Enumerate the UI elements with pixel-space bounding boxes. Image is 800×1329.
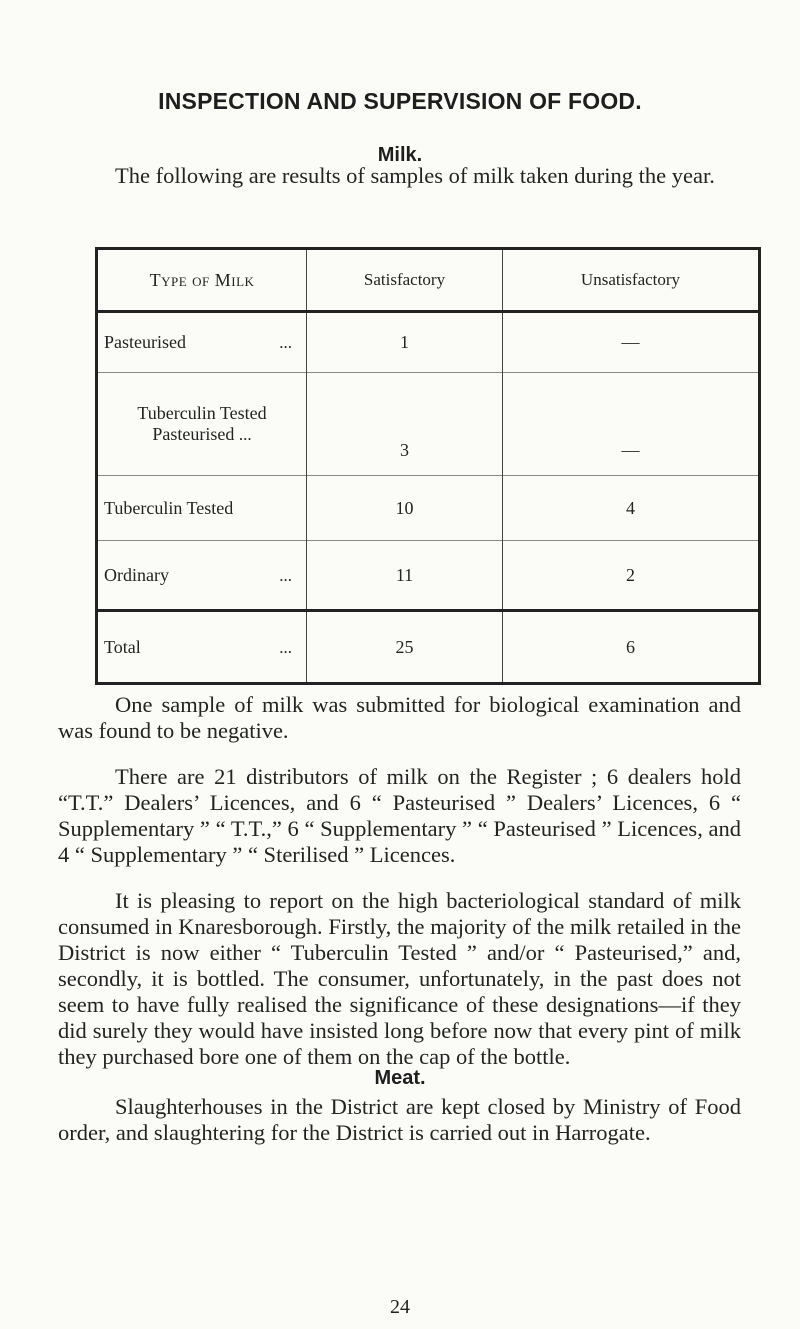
intro-paragraph: The following are results of samples of milk taken during the year. [115, 163, 715, 188]
total-unsatisfactory-cell: 6 [503, 611, 760, 684]
column-header-unsatisfactory: Unsatisfactory [503, 249, 760, 312]
row-type-cell: Ordinary ... [97, 541, 307, 611]
table-header-row [97, 249, 760, 312]
unsatisfactory-cell: 4 [503, 476, 760, 541]
total-satisfactory-cell: 25 [307, 611, 503, 684]
paragraph-bacteriological-standard: It is pleasing to report on the high bacteriological standard of milk consumed in Knaresborough. Firstly, the majority of the milk retailed in the District is now either “ Tuberculin Tested ” and/or “ Pasteurised,” and, secondly, it is bottled. The consumer, unfortunately, in the past does not seem to have fully realised the significance of these designations—if they did surely they would have insisted long before now that every pint of milk they purchased bore one of them on the cap of the bottle. [58, 888, 741, 1069]
paragraph-distributors: There are 21 distributors of milk on the Register ; 6 dealers hold “T.T.” Dealers’ Licences, and 6 “ Pasteurised ” Dealers’ Licences, 6 “ Supplementary ” “ T.T.,” 6 “ Supplementary ” “ Pasteurised ” Licences, and 4 “ Supplementary ” “ Sterilised ” Licences. [58, 764, 741, 867]
unsatisfactory-cell: 2 [503, 541, 760, 611]
section-heading-meat: Meat. [374, 1067, 426, 1089]
paragraph-slaughterhouses: Slaughterhouses in the District are kept closed by Ministry of Food order, and slaughtering for the District is carried out in Harrogate. [58, 1094, 741, 1145]
table-row [97, 541, 760, 611]
satisfactory-cell: 10 [307, 476, 503, 541]
total-label-cell: Total ... [97, 611, 307, 684]
row-type-cell: Tuberculin Tested [97, 476, 307, 541]
column-header-satisfactory: Satisfactory [307, 249, 503, 312]
table-row [97, 373, 760, 476]
milk-samples-table [95, 247, 761, 685]
table-total-row [97, 611, 760, 684]
table-row [97, 476, 760, 541]
row-type-cell: Tuberculin Tested Pasteurised ... [97, 373, 307, 476]
row-type-cell: Pasteurised ... [104, 332, 292, 352]
paragraph-biological-examination: One sample of milk was submitted for biological examination and was found to be negative. [58, 692, 741, 743]
page-number: 24 [390, 1296, 410, 1318]
satisfactory-cell: 3 [307, 373, 503, 476]
satisfactory-cell: 11 [307, 541, 503, 611]
table-row [97, 312, 760, 373]
section-heading-milk: Milk. [377, 144, 423, 166]
satisfactory-cell: 1 [307, 312, 503, 373]
unsatisfactory-cell: — [503, 312, 760, 373]
unsatisfactory-cell: — [503, 373, 760, 476]
column-header-type: Type of Milk [97, 249, 307, 312]
page-title: INSPECTION AND SUPERVISION OF FOOD. [158, 88, 642, 114]
